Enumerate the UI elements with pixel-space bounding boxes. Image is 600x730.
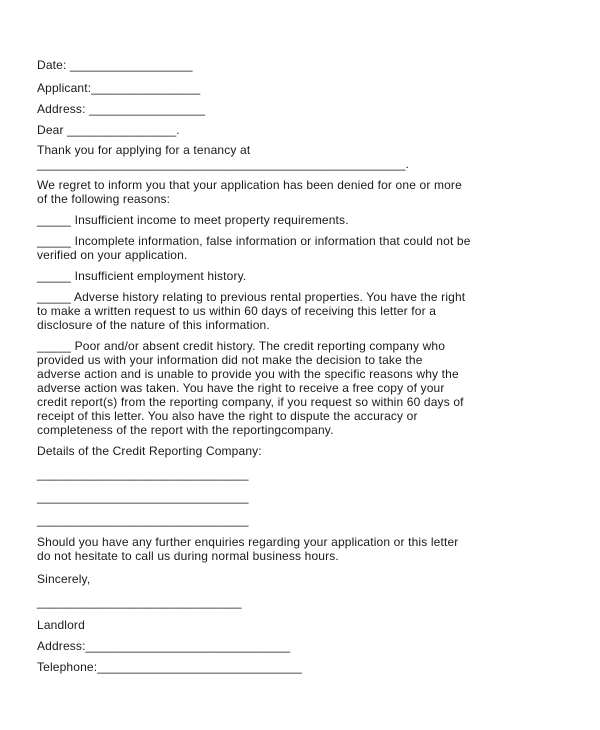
- thanks-paragraph: [37, 143, 567, 171]
- address-line: Address: _________________: [37, 102, 206, 116]
- enquiries-line: Should you have any further enquiries regarding your application or this letter: [37, 535, 459, 549]
- reason-incomplete: [37, 234, 567, 262]
- details-blank-line: _______________________________: [37, 513, 249, 527]
- reason-line: provided us with your information did not make the decision to take the: [37, 353, 423, 367]
- reason-line: disclosure of the nature of this information.: [37, 318, 270, 332]
- landlord-label: Landlord: [37, 618, 85, 632]
- signature-blank-line: ______________________________: [37, 595, 242, 609]
- reason-employment: _____ Insufficient employment history.: [37, 269, 247, 283]
- reason-line: _____ Poor and/or absent credit history. The credit reporting company who: [37, 339, 446, 353]
- regret-line: We regret to inform you that your application has been denied for one or more: [37, 178, 462, 192]
- reason-credit: [37, 339, 567, 437]
- thanks-line: Thank you for applying for a tenancy at: [37, 143, 251, 157]
- sincerely-line: Sincerely,: [37, 572, 91, 586]
- details-heading: Details of the Credit Reporting Company:: [37, 444, 262, 458]
- details-blank-line: _______________________________: [37, 490, 249, 504]
- reason-line: adverse action and is unable to provide you with the specific reasons why the: [37, 367, 459, 381]
- reason-line: to make a written request to us within 60 days of receiving this letter for a: [37, 304, 437, 318]
- denial-letter: [37, 58, 567, 674]
- reason-line: _____ Adverse history relating to previous rental properties. You have the right: [37, 290, 466, 304]
- reason-rental: [37, 290, 567, 332]
- reason-line: completeness of the report with the reportingcompany.: [37, 423, 334, 437]
- details-blank-line: _______________________________: [37, 467, 249, 481]
- applicant-line: Applicant:________________: [37, 81, 201, 95]
- landlord-telephone-line: Telephone:______________________________: [37, 660, 302, 674]
- enquiries-line: do not hesitate to call us during normal business hours.: [37, 549, 339, 563]
- reason-line: verified on your application.: [37, 248, 188, 262]
- reason-line: credit report(s) from the reporting company, if you request so within 60 days of: [37, 395, 464, 409]
- date-line: Date: __________________: [37, 58, 193, 72]
- regret-line: of the following reasons:: [37, 192, 171, 206]
- enquiries-paragraph: [37, 535, 567, 563]
- reason-line: receipt of this letter. You also have the right to dispute the accuracy or: [37, 409, 418, 423]
- dear-line: Dear ________________.: [37, 123, 180, 137]
- landlord-address-line: Address:______________________________: [37, 639, 291, 653]
- reason-income: _____ Insufficient income to meet property requirements.: [37, 213, 349, 227]
- regret-paragraph: [37, 178, 567, 206]
- reason-line: _____ Incomplete information, false information or information that could not be: [37, 234, 471, 248]
- property-blank-line: ______________________________________________________.: [37, 157, 409, 171]
- reason-line: adverse action was taken. You have the right to receive a free copy of your: [37, 381, 445, 395]
